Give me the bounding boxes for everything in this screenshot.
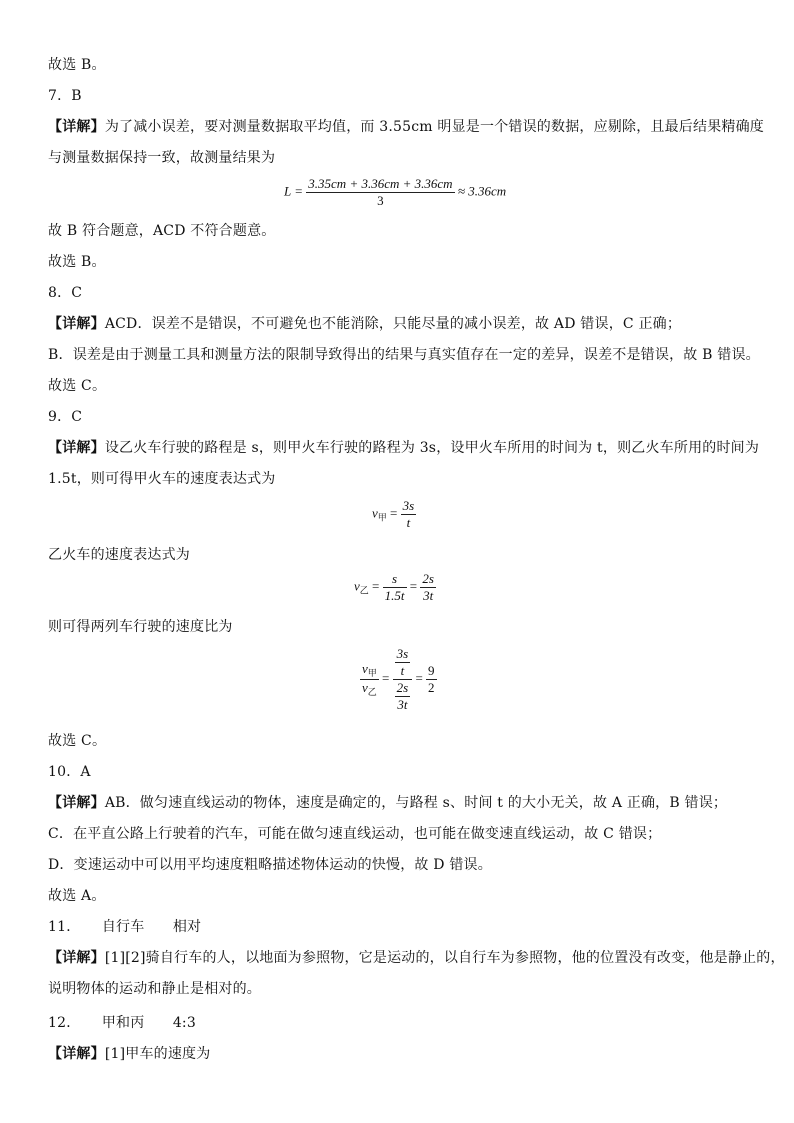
explanation-tag: 【详解】	[48, 440, 105, 456]
explanation-line: 【详解】ACD．误差不是错误，不可避免也不能消除，只能尽量的减小误差，故 AD 错误，C 正确；	[48, 316, 682, 332]
explanation-tag: 【详解】	[48, 119, 105, 135]
explanation-line: 乙火车的速度表达式为	[48, 547, 190, 563]
text-line: 故选 B。	[48, 254, 106, 270]
explanation-tag: 【详解】	[48, 316, 105, 332]
formula-speed-yi: $v_乙$ = $\frac{s}{1.5t}$ = $\frac{2s}{3t}$	[354, 571, 434, 603]
formula-speed-ratio: $\frac{v_甲}{v_乙}$ = $\frac{\frac{3s}{t}}{\frac{2s}{3t}}$ = $\frac{9}{2}$	[362, 646, 435, 712]
explanation-line: 【详解】为了减小误差，要对测量数据取平均值，而 3.55cm 明显是一个错误的数据，应剔除，且最后结果精确度	[48, 119, 764, 135]
text-line: 故选 A。	[48, 888, 106, 904]
text-line: 故选 C。	[48, 378, 107, 394]
formula-speed-jia: $v_甲$ = $\frac{3s}{t}$	[372, 498, 415, 530]
explanation-tag: 【详解】	[48, 795, 105, 811]
question-answer-8: 8．C	[48, 285, 83, 301]
explanation-line: 则可得两列车行驶的速度比为	[48, 619, 233, 635]
explanation-line: 【详解】[1][2]骑自行车的人，以地面为参照物，它是运动的，以自行车为参照物，他的位置没有改变，他是静止的，	[48, 950, 785, 966]
question-answer-11: 11． 自行车 相对	[48, 919, 202, 935]
explanation-line: C．在平直公路上行驶着的汽车，可能在做匀速直线运动，也可能在做变速直线运动，故 C 错误；	[48, 826, 662, 842]
explanation-tag: 【详解】	[48, 950, 105, 966]
explanation-line: 【详解】AB．做匀速直线运动的物体，速度是确定的，与路程 s、时间 t 的大小无关，故 A 正确，B 错误；	[48, 795, 728, 811]
text-line: 故选 C。	[48, 733, 107, 749]
formula-average-length: L = $\frac{3.35cm + 3.36cm + 3.36cm}{3}$ ≈ 3.36cm	[284, 176, 507, 208]
explanation-line: 与测量数据保持一致，故测量结果为	[48, 150, 276, 166]
explanation-line: 【详解】[1]甲车的速度为	[48, 1046, 211, 1062]
explanation-line: D．变速运动中可以用平均速度粗略描述物体运动的快慢，故 D 错误。	[48, 857, 492, 873]
question-answer-7: 7．B	[48, 88, 82, 104]
explanation-tag: 【详解】	[48, 1046, 105, 1062]
explanation-line: B．误差是由于测量工具和测量方法的限制导致得出的结果与真实值存在一定的差异，误差不是错误，故 B 错误。	[48, 347, 760, 363]
text-line: 故 B 符合题意，ACD 不符合题意。	[48, 223, 276, 239]
text-line: 故选 B。	[48, 57, 106, 73]
explanation-line: 1.5t，则可得甲火车的速度表达式为	[48, 471, 276, 487]
question-answer-9: 9．C	[48, 409, 83, 425]
explanation-line: 【详解】设乙火车行驶的路程是 s，则甲火车行驶的路程为 3s，设甲火车所用的时间为 t，则乙火车所用的时间为	[48, 440, 760, 456]
question-answer-10: 10．A	[48, 764, 91, 780]
question-answer-12: 12． 甲和丙 4:3	[48, 1015, 196, 1031]
explanation-line: 说明物体的运动和静止是相对的。	[48, 981, 261, 997]
